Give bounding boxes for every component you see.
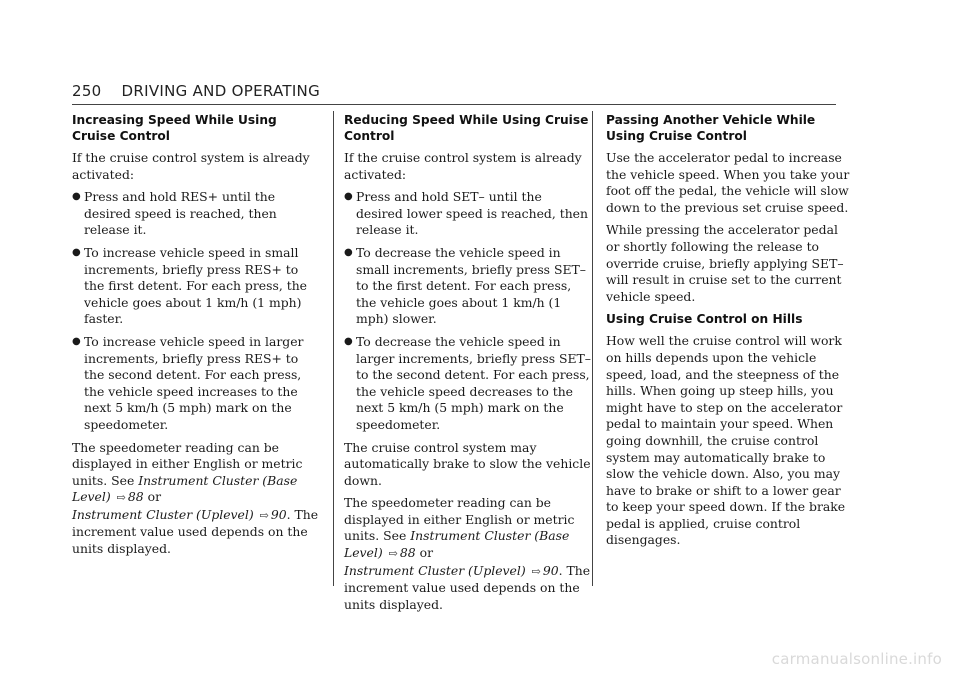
list-item: ● Press and hold RES+ until the desired speed is reached, then release it. (72, 189, 277, 238)
link-instrument-cluster-base[interactable]: Instrument Cluster (Base Level) (344, 528, 570, 561)
intro-text: If the cruise control system is already activated: (344, 150, 582, 182)
page-ref-arrow-icon: ⇨ (259, 508, 269, 522)
heading-increasing-speed: Increasing Speed While Using Cruise Control (72, 113, 277, 143)
bullet-icon: ● (72, 246, 81, 258)
page-ref-90[interactable]: 90 (542, 562, 559, 578)
page-ref-arrow-icon: ⇨ (531, 564, 541, 578)
section-title: DRIVING AND OPERATING (121, 82, 320, 100)
auto-brake-paragraph: The cruise control system may automatically brake to slow the vehicle down. (344, 439, 591, 488)
bullet-icon: ● (72, 191, 81, 203)
page-header (72, 82, 320, 100)
page-ref-arrow-icon: ⇨ (388, 547, 398, 561)
link-instrument-cluster-uplevel[interactable]: Instrument Cluster (Uplevel) (72, 506, 254, 522)
page-number: 250 (72, 82, 102, 100)
column-2 (344, 112, 592, 619)
units-paragraph: The speedometer reading can be displayed in either English or metric units. See Instrument Cluster (Base Level) ⇨ 88 or Instrument Cluster (Uplevel) ⇨ 90. The increment value used depends on the units displayed. (344, 495, 591, 612)
list-item: ● To decrease the vehicle speed in small increments, briefly press SET– to the first detent. For each press, the vehicle goes about 1 km/h (1 mph) slower. (344, 244, 586, 327)
bullet-icon: ● (344, 335, 353, 347)
heading-reducing-speed: Reducing Speed While Using Cruise Control (344, 113, 589, 143)
list-item: ● To increase vehicle speed in larger increments, briefly press RES+ to the second detent. For each press, the vehicle speed increases to the next 5 km/h (5 mph) mark on the speedometer. (72, 333, 304, 432)
column-divider (333, 111, 334, 586)
passing-paragraph-1: Use the accelerator pedal to increase the vehicle speed. When you take your foot off the pedal, the vehicle will slow down to the previous set cruise speed. (606, 150, 850, 215)
passing-paragraph-2: While pressing the accelerator pedal or shortly following the release to override cruise, briefly applying SET– will result in cruise set to the current vehicle speed. (606, 222, 844, 304)
page-ref-90[interactable]: 90 (270, 506, 287, 522)
list-item: ● To decrease the vehicle speed in larger increments, briefly press SET– to the second detent. For each press, the vehicle speed decreases to the next 5 km/h (5 mph) mark on the speedometer. (344, 333, 592, 432)
bullet-list (344, 189, 592, 433)
page-ref-88[interactable]: 88 (399, 545, 416, 561)
bullet-icon: ● (72, 335, 81, 347)
link-instrument-cluster-uplevel[interactable]: Instrument Cluster (Uplevel) (344, 562, 526, 578)
watermark: carmanualsonline.info (771, 650, 942, 668)
link-instrument-cluster-base[interactable]: Instrument Cluster (Base Level) (72, 472, 298, 505)
column-1 (72, 112, 320, 564)
hills-paragraph: How well the cruise control will work on hills depends upon the vehicle speed, load, and the steepness of the hills. When going up steep hills, you might have to step on the accelerator pedal to maintain your speed. When going downhill, the cruise control system may automatically brake to slow the vehicle down. Also, you may have to brake or shift to a lower gear to keep your speed down. If the brake pedal is applied, cruise control disengages. (606, 333, 846, 548)
header-divider (72, 104, 836, 105)
list-item: ● Press and hold SET– until the desired lower speed is reached, then release it. (344, 189, 588, 238)
heading-passing-vehicle: Passing Another Vehicle While Using Cruise Control (606, 113, 816, 143)
bullet-icon: ● (344, 246, 353, 258)
heading-hills: Using Cruise Control on Hills (606, 312, 803, 327)
column-divider (592, 111, 593, 586)
bullet-list (72, 189, 320, 433)
intro-text: If the cruise control system is already activated: (72, 150, 310, 182)
page-ref-88[interactable]: 88 (127, 489, 144, 505)
units-paragraph: The speedometer reading can be displayed in either English or metric units. See Instrument Cluster (Base Level) ⇨ 88 or Instrument Cluster (Uplevel) ⇨ 90. The increment value used depends on the units displayed. (72, 439, 319, 557)
list-item: ● To increase vehicle speed in small increments, briefly press RES+ to the first detent. For each press, the vehicle goes about 1 km/h (1 mph) faster. (72, 244, 308, 327)
page-ref-arrow-icon: ⇨ (116, 491, 126, 505)
bullet-icon: ● (344, 191, 353, 203)
column-3 (606, 112, 854, 555)
